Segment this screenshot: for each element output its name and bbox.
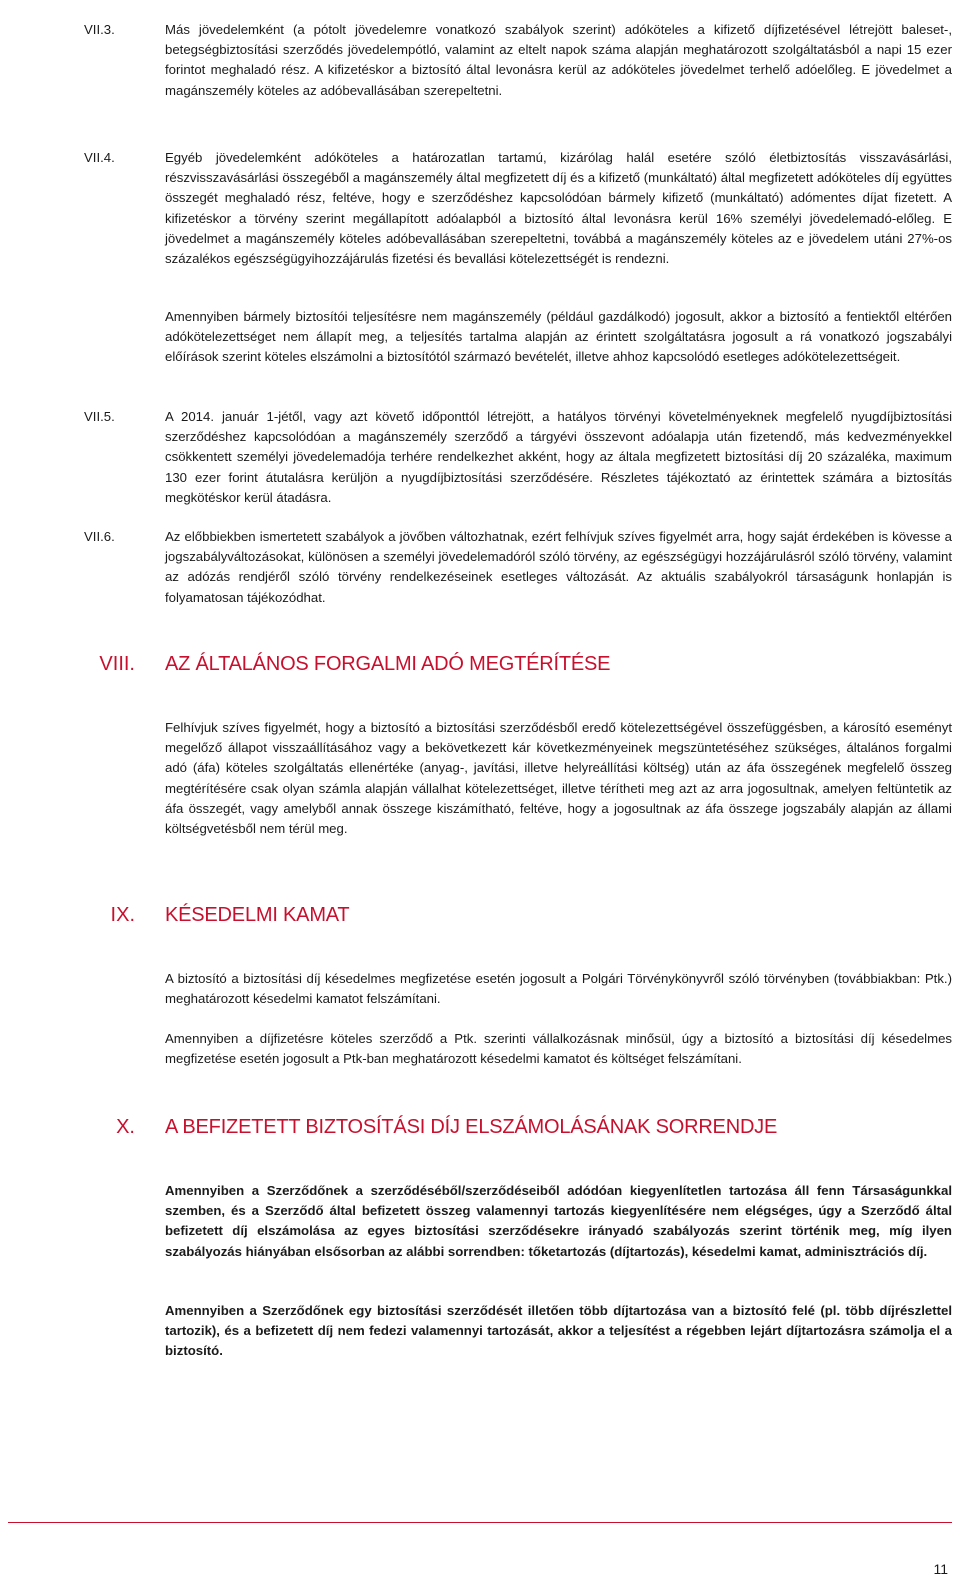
section-paragraph: A biztosító a biztosítási díj késedelmes megfizetése esetén jogosult a Polgári Törvénykönyvről szóló törvényben (továbbiakban: Ptk.) meghatározott késedelmi kamatot felszámítani. [165,971,952,1007]
section-paragraph: Amennyiben a Szerződőnek a szerződéséből/szerződéseiből adódóan kiegyenlítetlen tartozása áll fenn Társaságunkkal szemben, és a Szerződő által befizetett összeg valamennyi tartozás kiegyenlítésére nem elégséges, úgy a Szerződő által befizetett díj elszámolása az egyes biztosítási szerződésekre irányadó szabályozás szerint történik meg, míg ilyen szabályozás hiányában elsősorban az alábbi sorrendben: tőketartozás (díjtartozás), késedelmi kamat, adminisztrációs díj. [165,1183,952,1259]
subsection-number: VII.4. [84,150,115,165]
subsection-text-continued: Amennyiben bármely biztosítói teljesítésre nem magánszemély (például gazdálkodó) jogosult, akkor a biztosító a fentiektől eltérően adókötelezettséget nem állapít meg, a teljesítés tartalma alapján az érintett szolgáltatásra jogosult a rá vonatkozó jogszabályi előírások szerint köteles elszámolni a biztosítótól származó bevételét, illetve ahhoz kapcsolódó esetleges adókötelezettségeit. [165,309,952,365]
subsection-text: Egyéb jövedelemként adóköteles a határozatlan tartamú, kizárólag halál esetére szóló életbiztosítás visszavásárlási, részvisszavásárlási összegéből a magánszemély által megfizetett díj és a kifizető (munkáltató) által megfizetett adóköteles díj együttes összegét meghaladó rész, feltéve, hogy e szerződéshez kapcsolódóan bármely kifizető (munkáltató) adómentes díjat fizetett. A kifizetéskor a törvény szerint megállapított adóalapból a biztosító által levonásra kerül 16% személyi jövedelemadó-előleg. E jövedelmet a magánszemély köteles adóbevallásában szerepeltetni, továbbá a magánszemély köteles az e jövedelem utáni 27%-os százalékos egészségügyihozzájárulás fizetési és bevallási kötelezettségét is rendezni. [165,150,952,267]
section-number: X. [116,1116,135,1138]
subsection-number: VII.3. [84,22,115,37]
subsection-text: A 2014. január 1-jétől, vagy azt követő időponttól létrejött, a hatályos törvényi követelményeknek megfelelő nyugdíjbiztosítási szerződéshez kapcsolódóan a magánszemély szerződő a tárgyévi összevont adóalapja után fizetendő, más kedvezményekkel csökkentett személyi jövedelemadója terhére rendelkezhet akként, hogy az általa megfizetett biztosítási díj 20 százaléka, maximum 130 ezer forint átutalásra kerüljön a nyugdíjbiztosítási szerződésére. Részletes tájékoztató az érintettek számára a biztosítás megkötéskor kerül átadásra. [165,409,952,505]
section-paragraph: Amennyiben a Szerződőnek egy biztosítási szerződését illetően több díjtartozása van a biztosító felé (pl. több díjrészlettel tartozik), és a befizetett díj nem fedezi valamennyi tartozását, akkor a teljesítést a régebben lejárt díjtartozásra számolja el a biztosító. [165,1303,952,1359]
subsection-number: VII.6. [84,529,115,544]
section-title: A BEFIZETETT BIZTOSÍTÁSI DÍJ ELSZÁMOLÁSÁNAK SORRENDJE [165,1116,778,1138]
section-paragraph: Felhívjuk szíves figyelmét, hogy a biztosító a biztosítási szerződésből eredő kötelezettségével összefüggésben, a károsító eseményt megelőző állapot visszaállításához vagy a bekövetkezett kár következményeinek megszüntetéséhez szükséges, általános forgalmi adó (áfa) köteles szolgáltatás ellenértéke (anyag-, javítási, illetve helyreállítási költség) után az áfa összegének megfelelő összeg megtérítésére csak olyan számla alapján vállalhat kötelezettséget, illetve térítheti meg azt az arra jogosultnak, amelyen feltüntetik az áfa összegét, vagy amelyből annak összege kiszámítható, feltéve, hogy a jogosultnak az áfa összege jogszabály alapján az állami költségvetésből nem térül meg. [165,720,952,837]
section-number: VIII. [99,653,135,675]
footer-divider [8,1522,952,1523]
page-number: 11 [933,1561,948,1577]
section-title: AZ ÁLTALÁNOS FORGALMI ADÓ MEGTÉRÍTÉSE [165,653,611,675]
section-paragraph: Amennyiben a díjfizetésre köteles szerződő a Ptk. szerinti vállalkozásnak minősül, úgy a biztosító a biztosítási díj késedelmes megfizetése esetén jogosult a Ptk-ban meghatározott késedelmi kamatot és költséget felszámítani. [165,1031,952,1067]
subsection-text: Az előbbiekben ismertetett szabályok a jövőben változhatnak, ezért felhívjuk szíves figyelmét arra, hogy saját érdekében is kövesse a jogszabályváltozásokat, különösen a személyi jövedelemadóról szóló törvény, az egészségügyi hozzájárulásról szóló törvény, valamint az adózás rendjéről szóló törvény rendelkezéseinek esetleges változását. Az aktuális szabályokról társaságunk honlapján is folyamatosan tájékozódhat. [165,529,952,605]
section-title: KÉSEDELMI KAMAT [165,904,350,926]
section-number: IX. [110,904,135,926]
subsection-text: Más jövedelemként (a pótolt jövedelemre vonatkozó szabályok szerint) adóköteles a kifizető díjfizetésével létrejött baleset-, betegségbiztosítási szerződés jövedelempótló, valamint az eltelt napok száma alapján meghatározott szolgáltatásból a napi 15 ezer forintot meghaladó rész. A kifizetéskor a biztosító által levonásra kerül az adóköteles jövedelmet terhelő adóelőleg. E jövedelmet a magánszemély köteles az adóbevallásában szerepeltetni. [165,22,952,98]
subsection-number: VII.5. [84,409,115,424]
